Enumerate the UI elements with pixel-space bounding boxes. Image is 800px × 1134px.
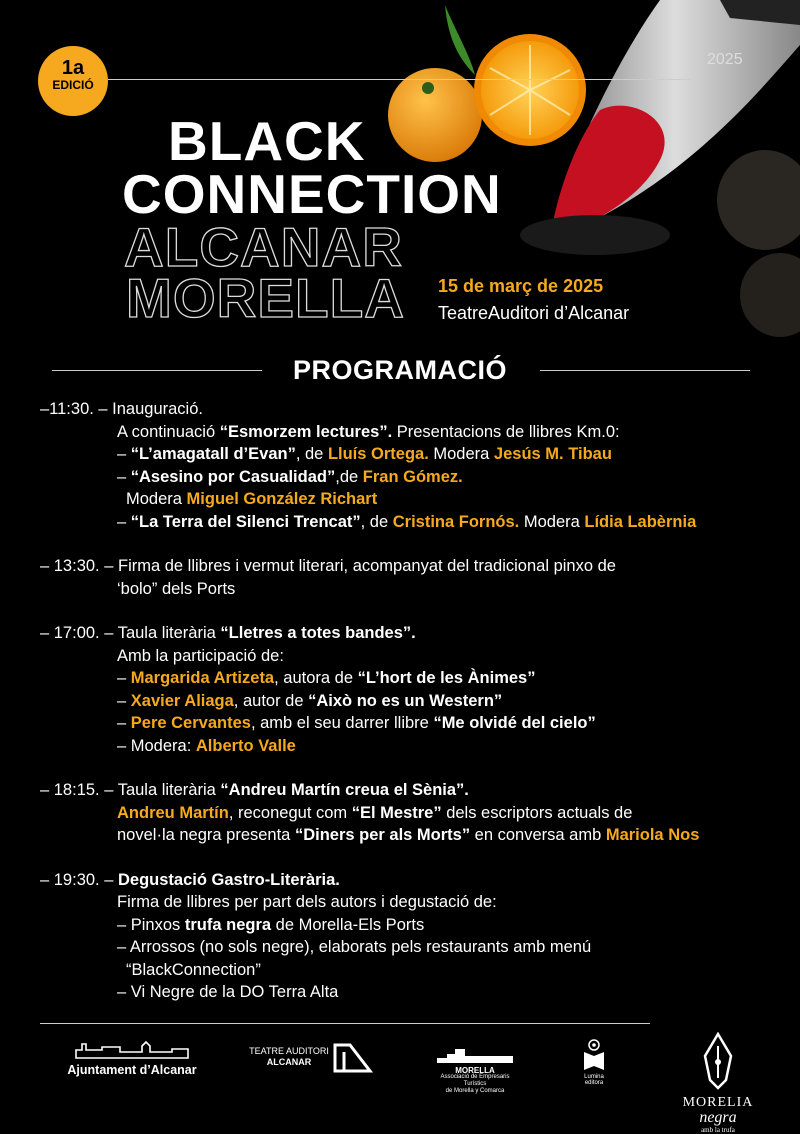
time-label: – 18:15. – [40, 781, 118, 799]
program-line [40, 578, 780, 601]
text: novel·la negra presenta [117, 826, 295, 844]
text: Firma de llibres per part dels autors i degustació de: [117, 893, 497, 911]
skyline-icon [72, 1038, 192, 1060]
program-line [40, 398, 780, 421]
book-title: “L’hort de les Ànimes” [357, 669, 536, 687]
logo-text: de Morella y Comarca [445, 1088, 505, 1094]
bold-text: “El Mestre” [351, 803, 442, 822]
program-divider-right [540, 370, 750, 371]
text: , amb el seu darrer llibre [250, 714, 434, 732]
time-label: –11:30. – [40, 400, 113, 418]
text: , autor de [233, 691, 309, 710]
program-divider-left [52, 370, 262, 371]
logo-text: Associació de Empresaris Turístics [440, 1074, 510, 1087]
dash: – [117, 445, 131, 463]
bold-title: “Esmorzem lectures”. [219, 422, 393, 441]
text: Taula literària [117, 781, 221, 799]
book-title: “Me olvidé del cielo” [433, 714, 596, 732]
text: Modera [126, 490, 187, 508]
logo-empresaris-morella [432, 1046, 518, 1095]
author-name: Cristina Fornós. [392, 512, 520, 531]
text: – Vi Negre de la DO Terra Alta [117, 983, 339, 1001]
logo-text: negra [699, 1109, 737, 1126]
program-title: PROGRAMACIÓ [293, 355, 507, 385]
text: , de [360, 512, 393, 531]
author-name: Lluís Ortega. [327, 445, 429, 463]
pen-nib-icon [698, 1032, 738, 1090]
author-name: Pere Cervantes [130, 714, 251, 732]
logo-teatre-auditori [244, 1046, 334, 1068]
edition-badge [38, 46, 108, 116]
item-title: Inauguració. [112, 400, 203, 418]
moderator-name: Lídia Labèrnia [584, 512, 697, 531]
bold-text: trufa negra [184, 915, 272, 934]
logo-ajuntament-alcanar [62, 1038, 202, 1077]
title-morella: MORELLA [126, 267, 405, 329]
program-line [40, 555, 780, 578]
book-entry [40, 443, 780, 466]
auditori-mark-icon [332, 1042, 374, 1074]
orange-slice-icon [474, 34, 586, 146]
moderator-name: Alberto Valle [195, 736, 296, 755]
author-name: Mariola Nos [605, 826, 700, 844]
logo-lumina [578, 1038, 610, 1086]
edition-number: 1a [61, 57, 85, 79]
participant-entry [40, 667, 780, 690]
program-line [40, 622, 780, 645]
leaf-icon [445, 5, 475, 75]
logo-text: MORELIA [682, 1095, 754, 1110]
text: de Morella-Els Ports [271, 915, 425, 934]
text: ,de [335, 467, 363, 486]
logo-text: Lumina editora [584, 1074, 604, 1086]
book-entry [40, 466, 780, 489]
moderator-name: Jesús M. Tibau [493, 445, 612, 463]
program-item-1815 [40, 779, 780, 847]
year-label: 2025 [707, 51, 743, 68]
text: , de [295, 445, 328, 463]
text: Firma de llibres i vermut literari, acompanyat del tradicional pinxo de [117, 557, 616, 575]
author-name: Fran Gómez. [362, 467, 463, 486]
logo-text: ALCANAR [266, 1057, 312, 1067]
truffle-icon [717, 150, 800, 337]
orange-icon [388, 68, 482, 162]
text: – Pinxos [117, 915, 185, 934]
moderator-name: Miguel González Richart [186, 490, 378, 508]
text: , reconegut com [228, 803, 352, 822]
logo-text: MORELLA [455, 1066, 495, 1075]
dash: – [117, 714, 131, 732]
footer-divider [40, 1023, 650, 1024]
text: ‘bolo” dels Ports [117, 579, 236, 598]
time-label: – 19:30. – [40, 870, 118, 889]
program-line [40, 802, 780, 825]
program-list [40, 398, 780, 1004]
book-title: “Això no es un Western” [308, 691, 503, 710]
logo-text: TEATRE AUDITORI [249, 1046, 329, 1056]
item-title: “Lletres a totes bandes”. [220, 624, 416, 642]
text: – Arrossos (no sols negre), elaborats pels restaurants amb menú [117, 938, 592, 956]
text: Modera [519, 512, 585, 531]
text: – Modera: [117, 736, 196, 755]
dash: – [117, 669, 131, 687]
participant-entry [40, 735, 780, 758]
author-name: Xavier Aliaga [130, 691, 234, 710]
text: “BlackConnection” [126, 960, 261, 979]
text: dels escriptors actuals de [441, 803, 633, 822]
event-venue: TeatreAuditori d’Alcanar [438, 303, 630, 323]
time-label: – 17:00. – [40, 624, 118, 642]
program-line [40, 824, 780, 847]
program-line [40, 891, 780, 914]
author-name: Margarida Artizeta [130, 669, 275, 687]
time-label: – 13:30. – [40, 557, 118, 575]
participant-entry [40, 690, 780, 713]
text: , autora de [274, 669, 358, 687]
program-line [40, 421, 780, 444]
program-item-1130 [40, 398, 780, 533]
text: Presentacions de llibres Km.0: [392, 422, 620, 441]
text: Amb la participació de: [117, 646, 284, 665]
header-divider [108, 79, 690, 80]
tasting-item-cont [40, 959, 780, 982]
dash: – [117, 691, 131, 710]
text: Taula literària [117, 624, 221, 642]
book-flower-icon [582, 1038, 606, 1072]
tasting-item [40, 936, 780, 959]
dash: – [117, 512, 131, 531]
text: A continuació [117, 422, 220, 441]
text: Modera [428, 445, 494, 463]
book-entry-cont [40, 488, 780, 511]
tasting-item [40, 981, 780, 1004]
program-item-1330 [40, 555, 780, 600]
participant-entry [40, 712, 780, 735]
book-title: “La Terra del Silenci Trencat” [130, 512, 361, 531]
text: en conversa amb [470, 826, 606, 844]
title-connection: CONNECTION [122, 163, 502, 225]
program-line [40, 779, 780, 802]
book-title: “Asesino por Casualidad” [130, 467, 336, 486]
title-black: BLACK [168, 110, 366, 172]
dash: – [117, 467, 131, 486]
logo-text: amb la trufa [701, 1126, 735, 1134]
book-title: “L’amagatall d’Evan” [130, 445, 296, 463]
tasting-item [40, 914, 780, 937]
item-title: Degustació Gastro-Literària. [117, 870, 340, 889]
book-entry [40, 511, 780, 534]
book-title: “Diners per als Morts” [294, 826, 471, 844]
program-line [40, 869, 780, 892]
morella-skyline-icon [435, 1046, 515, 1064]
author-name: Andreu Martín [117, 803, 229, 822]
logo-morelia-negra [675, 1032, 761, 1134]
plate-shadow [520, 215, 670, 255]
logo-text: Ajuntament d’Alcanar [67, 1063, 197, 1077]
edition-label: EDICIÓ [52, 78, 94, 92]
program-line [40, 645, 780, 668]
item-title: “Andreu Martín creua el Sènia”. [220, 781, 469, 799]
title-alcanar: ALCANAR [124, 216, 403, 278]
event-date: 15 de març de 2025 [438, 276, 604, 296]
program-item-1700 [40, 622, 780, 757]
program-item-1930 [40, 869, 780, 1004]
